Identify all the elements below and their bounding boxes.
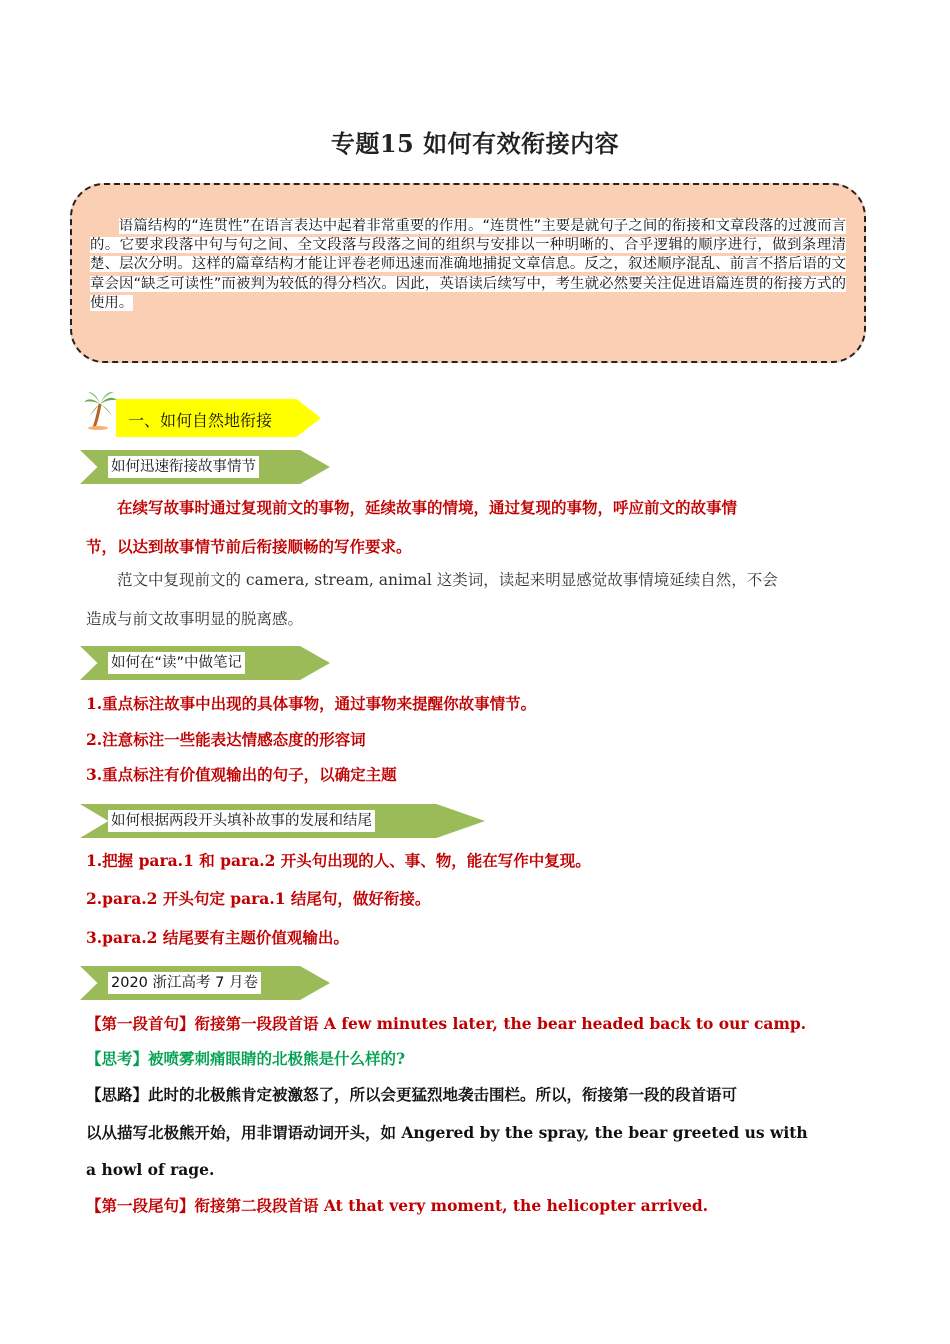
list-item: 2.注意标注一些能表达情感态度的形容词 — [86, 730, 366, 749]
analysis-line: 【思路】此时的北极熊肯定被激怒了，所以会更猛烈地袭击围栏。所以，衔接第一段的段首语可 — [86, 1085, 738, 1104]
example-line: 【第一段首句】衔接第一段段首语 A few minutes later, the bear headed back to our camp. — [86, 1014, 807, 1033]
red-paragraph-line: 节，以达到故事情节前后衔接顺畅的写作要求。 — [86, 537, 412, 556]
list-item: 2.para.2 开头句定 para.1 结尾句，做好衔接。 — [86, 889, 431, 908]
body-paragraph-line: 范文中复现前文的 camera, stream, animal 这类词，读起来明显感觉故事情境延续自然，不会 — [117, 571, 778, 589]
analysis-line: 以从描写北极熊开始，用非谓语动词开头，如 Angered by the spray, the bear greeted us with — [86, 1123, 808, 1142]
section-heading: 一、如何自然地衔接 — [128, 411, 273, 430]
subheading-fill-story: 如何根据两段开头填补故事的发展和结尾 — [108, 810, 375, 832]
page-title: 专题15 如何有效衔接内容 — [330, 129, 620, 158]
list-item: 3.para.2 结尾要有主题价值观输出。 — [86, 928, 349, 947]
list-item: 3.重点标注有价值观输出的句子，以确定主题 — [86, 765, 397, 784]
red-paragraph-line: 在续写故事时通过复现前文的事物，延续故事的情境，通过复现的事物，呼应前文的故事情 — [117, 498, 738, 517]
palm-tree-icon — [82, 390, 118, 430]
body-paragraph-line: 造成与前文故事明显的脱离感。 — [86, 610, 304, 628]
list-item: 1.把握 para.1 和 para.2 开头句出现的人、事、物，能在写作中复现。 — [86, 851, 591, 870]
thinking-line: 【思考】被喷雾刺痛眼睛的北极熊是什么样的? — [86, 1049, 406, 1068]
analysis-line: a howl of rage. — [86, 1160, 215, 1179]
subheading-exam: 2020 浙江高考 7 月卷 — [108, 972, 261, 994]
subheading-rapid-connection: 如何迅速衔接故事情节 — [108, 456, 259, 478]
intro-text: 语篇结构的“连贯性”在语言表达中起着非常重要的作用。“连贯性”主要是就句子之间的衔接和文章段落的过渡而言的。它要求段落中句与句之间、全文段落与段落之间的组织与安排以一种明晰的、合乎逻辑的顺序进行，做到条理清楚、层次分明。这样的篇章结构才能让评卷老师迅速而准确地捕捉文章信息。反之，叙述顺序混乱、前言不搭后语的文章会因“缺乏可读性”而被判为较低的得分档次。因此，英语读后续写中，考生就必然要关注促进语篇连贯的衔接方式的使用。 — [90, 218, 846, 311]
intro-paragraph — [90, 217, 846, 313]
subheading-note-taking: 如何在“读”中做笔记 — [108, 652, 245, 674]
list-item: 1.重点标注故事中出现的具体事物，通过事物来提醒你故事情节。 — [86, 694, 537, 713]
example-line: 【第一段尾句】衔接第二段段首语 At that very moment, the helicopter arrived. — [86, 1196, 709, 1215]
